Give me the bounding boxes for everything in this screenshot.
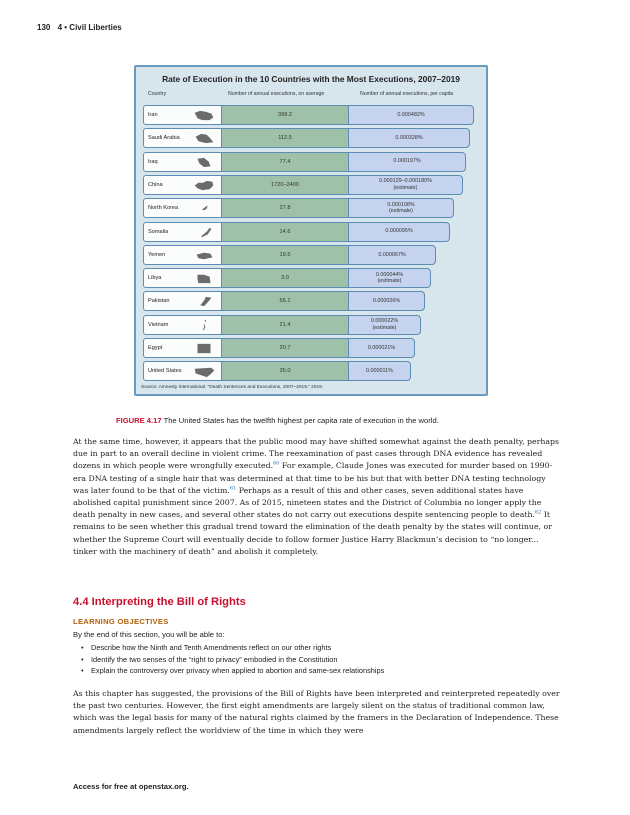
country-cell <box>143 268 222 288</box>
country-cell <box>143 315 222 335</box>
average-executions-cell: 27.8 <box>222 198 348 218</box>
country-map-icon <box>192 272 216 285</box>
per-capita-value <box>368 345 395 352</box>
average-executions-cell: 21.4 <box>222 315 348 335</box>
country-name: Somalia <box>148 228 169 235</box>
estimate-note: (estimate) <box>372 324 397 331</box>
learning-objectives-intro: By the end of this section, you will be able to: <box>73 630 225 639</box>
per-capita-value <box>379 178 432 191</box>
country-cell <box>143 152 222 172</box>
paragraph-death-penalty <box>73 436 561 558</box>
column-header-per-capita: Number of annual executions, per capita <box>360 91 454 97</box>
figure-caption-text: The United States has the twelfth highest per capita rate of execution in the world. <box>163 416 439 425</box>
country-name: Iran <box>148 112 158 118</box>
objective-item: • Explain the controversy over privacy when applied to abortion and same-sex relationships <box>81 666 384 678</box>
per-capita-cell <box>348 175 463 195</box>
average-executions-cell: 20.7 <box>222 338 348 358</box>
per-capita-rate: 0.000108% <box>387 201 415 208</box>
footnote-ref-60[interactable]: 60 <box>273 460 280 467</box>
country-name: China <box>148 181 163 188</box>
per-capita-value <box>366 368 393 375</box>
figure-label: FIGURE 4.17 <box>116 416 162 425</box>
average-executions-cell: 112.5 <box>222 128 348 148</box>
footer-access-link[interactable]: Access for free at openstax.org. <box>73 782 189 791</box>
per-capita-cell <box>348 291 425 311</box>
per-capita-cell <box>348 315 421 335</box>
figure-source: Source: Amnesty International. “Death Sentences and Executions, 2007–2019.” 2019. <box>141 385 324 390</box>
execution-rate-figure <box>134 65 488 396</box>
country-map-icon <box>192 156 216 169</box>
per-capita-value <box>393 158 420 165</box>
per-capita-rate: 0.000011% <box>366 368 393 375</box>
average-executions-cell: 14.6 <box>222 222 348 242</box>
country-map-icon <box>192 249 216 262</box>
per-capita-cell <box>348 105 474 125</box>
footnote-ref-62[interactable]: 62 <box>535 509 542 516</box>
country-cell <box>143 105 222 125</box>
paragraph-text: For example, Claude Jones was executed for murder based on 1990-era DNA testing of a single hair that was determined at that time to be his but that with better DNA testing technology was later found to be that of the victim. <box>73 461 553 495</box>
country-map-icon <box>192 179 216 192</box>
per-capita-rate: 0.000022% <box>370 318 399 325</box>
per-capita-cell <box>348 152 466 172</box>
per-capita-cell <box>348 222 450 242</box>
average-executions-cell: 56.1 <box>222 291 348 311</box>
country-cell <box>143 291 222 311</box>
chapter-title: 4 • Civil Liberties <box>57 23 122 32</box>
per-capita-cell <box>348 128 470 148</box>
country-name: Vietnam <box>148 321 169 328</box>
country-map-icon <box>192 132 216 145</box>
average-executions-cell: 399.2 <box>222 105 348 125</box>
per-capita-rate: 0.000067% <box>378 251 406 258</box>
per-capita-rate: 0.000482% <box>397 111 425 118</box>
column-header-average: Number of annual executions, on average <box>228 91 325 97</box>
country-map-icon <box>192 202 216 215</box>
page-number: 130 <box>37 23 51 32</box>
per-capita-value <box>395 135 422 142</box>
per-capita-cell <box>348 198 454 218</box>
per-capita-rate: 0.000129–0.000180% <box>379 178 432 185</box>
per-capita-rate: 0.000328% <box>395 135 423 142</box>
country-name: United States <box>148 368 182 375</box>
country-map-icon <box>192 295 216 308</box>
country-cell <box>143 222 222 242</box>
per-capita-value <box>385 228 412 235</box>
country-map-icon <box>192 319 216 332</box>
per-capita-value <box>371 318 398 331</box>
country-name: Yemen <box>148 251 166 258</box>
country-name: Egypt <box>148 345 163 351</box>
per-capita-cell <box>348 338 415 358</box>
average-executions-cell: 19.5 <box>222 245 348 265</box>
section-heading: 4.4 Interpreting the Bill of Rights <box>73 596 246 608</box>
paragraph-text: It remains to be seen whether this gradual trend toward the elimination of the death penalty by the states will continue, or whether the Supreme Court will eventually decide to follow former Justice Harry Blackmun’s decision to “no longer... tinker with the machinery of death” and abolish it completely. <box>73 510 552 556</box>
per-capita-rate: 0.000197% <box>393 158 421 165</box>
country-map-icon <box>192 342 216 355</box>
country-cell <box>143 361 222 381</box>
paragraph-text: At the same time, however, it appears that the public mood may have shifted somewhat against the death penalty, perhaps due in part to an overall decline in violent crime. The reexamination of past cases through DNA evidence has revealed dozens in which people were wrongfully executed. <box>73 437 560 471</box>
objective-item: • Identify the two senses of the “right to privacy” embodied in the Constitution <box>81 655 384 667</box>
country-cell <box>143 198 222 218</box>
country-name: Saudi Arabia <box>148 135 180 142</box>
country-cell <box>143 245 222 265</box>
per-capita-value <box>376 272 403 285</box>
country-name: Iraq <box>148 158 158 165</box>
per-capita-cell <box>348 268 431 288</box>
estimate-note: (estimate) <box>389 208 413 215</box>
column-header-country: Country <box>148 91 167 97</box>
learning-objectives-heading: LEARNING OBJECTIVES <box>73 617 169 626</box>
average-executions-cell: 35.0 <box>222 361 348 381</box>
per-capita-cell <box>348 245 436 265</box>
running-head <box>37 23 122 32</box>
average-executions-cell: 3.0 <box>222 268 348 288</box>
country-cell <box>143 175 222 195</box>
per-capita-cell <box>348 361 411 381</box>
figure-caption <box>116 416 439 425</box>
average-executions-cell: 1720–2400 <box>222 175 348 195</box>
country-map-icon <box>192 109 216 122</box>
estimate-note: (estimate) <box>393 184 418 191</box>
per-capita-rate: 0.000021% <box>367 344 396 351</box>
objective-item: • Describe how the Ninth and Tenth Amendments reflect on our other rights <box>81 643 384 655</box>
country-map-icon <box>192 365 216 378</box>
country-name: Pakistan <box>148 298 170 305</box>
per-capita-rate: 0.000044% <box>375 271 404 278</box>
country-name: Libya <box>148 275 162 282</box>
figure-title: Rate of Execution in the 10 Countries with the Most Executions, 2007–2019 <box>162 74 460 84</box>
estimate-note: (estimate) <box>377 278 402 285</box>
paragraph-bill-of-rights: As this chapter has suggested, the provisions of the Bill of Rights have been interpreted and reinterpreted repeatedly over the past two centuries. However, the first eight amendments are largely silent on the status of traditional common law, which was the legal basis for many of the natural rights claimed by the framers in the Declaration of Independence. These amendments largely reflect the worldview of the time in which they were <box>73 689 560 735</box>
per-capita-rate: 0.000095% <box>385 228 413 235</box>
footnote-ref-61[interactable]: 61 <box>229 485 237 492</box>
per-capita-value <box>387 202 414 215</box>
country-cell <box>143 128 222 148</box>
average-executions-cell: 77.4 <box>222 152 348 172</box>
per-capita-value <box>397 112 424 119</box>
country-name: North Korea <box>148 205 179 212</box>
country-map-icon <box>192 226 216 239</box>
per-capita-value <box>373 298 400 305</box>
paragraph-text: Perhaps as a result of this and other cases, seven additional states have abolished capital punishment since 2007. As of 2015, nineteen states and the District of Columbia no longer apply the death penalty in new cases, and several other states do not carry out executions despite sentencing people to death. <box>73 485 542 520</box>
country-cell <box>143 338 222 358</box>
per-capita-value <box>378 252 405 259</box>
per-capita-rate: 0.000026% <box>372 298 401 305</box>
learning-objectives-list <box>81 643 384 678</box>
